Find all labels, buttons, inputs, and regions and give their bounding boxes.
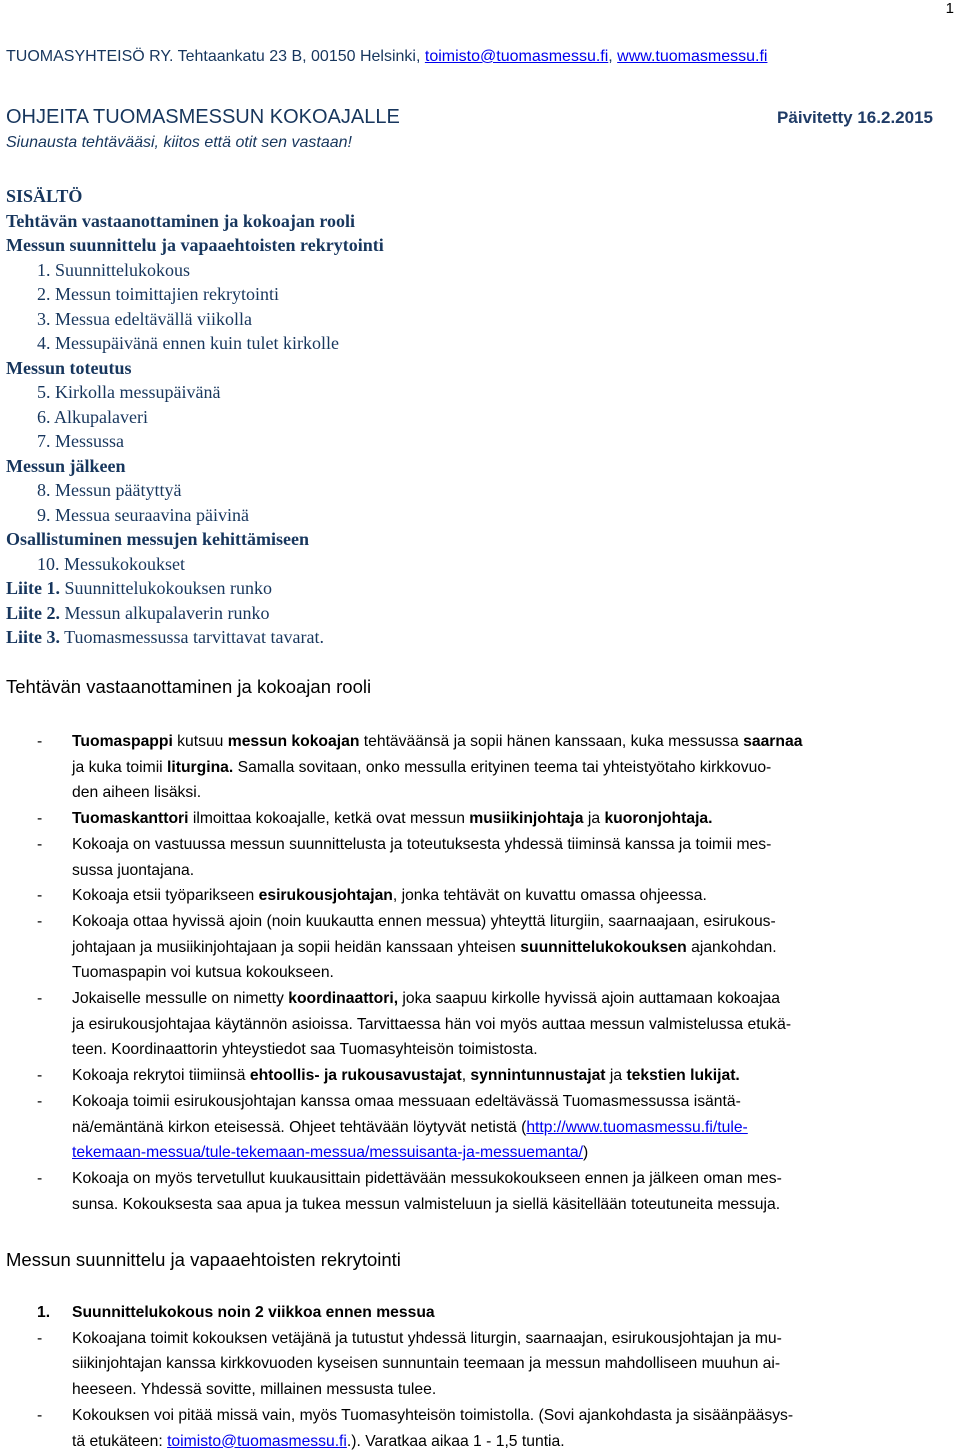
term: koordinaattori, <box>288 990 399 1008</box>
bullet-dash: - <box>37 887 43 905</box>
instructions-link[interactable]: tekemaan-messua/tule-tekemaan-messua/messuisanta-ja-messuemanta/ <box>72 1144 583 1162</box>
text: siikinjohtajan kanssa kirkkovuoden kyseisen sunnuntain teemaan ja messun mahdolliseen muuhun ai- <box>72 1355 781 1373</box>
email-link[interactable]: toimisto@tuomasmessu.fi <box>167 1432 347 1450</box>
text: Kokoaja etsii työparikseen <box>72 887 259 905</box>
text: Kokoaja toimii esirukousjohtajan kanssa omaa messuaan edeltävässä Tuomasmessussa isäntä- <box>72 1092 741 1110</box>
letterhead <box>6 48 767 66</box>
section-2-list <box>0 1300 960 1454</box>
text: Tuomaspapin voi kutsua kokoukseen. <box>72 964 334 982</box>
text: ja <box>605 1067 627 1085</box>
term: esirukousjohtajan <box>258 887 393 905</box>
term: synnintunnustajat <box>470 1067 606 1085</box>
text: Kokouksen voi pitää missä vain, myös Tuomasyhteisön toimistolla. (Sovi ajankohdasta ja sisäänpääsys- <box>72 1406 794 1424</box>
list-item <box>0 883 960 909</box>
bullet-dash: - <box>37 1092 43 1110</box>
appendix-title: Tuomasmessussa tarvittavat tavarat. <box>60 627 324 647</box>
term: tekstien lukijat. <box>626 1067 740 1085</box>
term: Tuomaskanttori <box>72 810 189 828</box>
text: , jonka tehtävät on kuvattu omassa ohjeessa. <box>392 887 707 905</box>
subtitle: Siunausta tehtävääsi, kiitos että otit sen vastaan! <box>6 134 352 151</box>
list-item <box>0 729 960 806</box>
appendix-title: Messun alkupalaverin runko <box>60 602 270 623</box>
toc-item[interactable]: 3. Messua edeltävällä viikolla <box>37 308 252 329</box>
bullet-dash: - <box>37 912 43 930</box>
bullet-dash: - <box>37 810 43 828</box>
text: tä etukäteen: <box>72 1432 168 1450</box>
text: ja esirukousjohtajaa käytännön asioissa. Tarvittaessa hän voi myös auttaa messun valmistelussa etukä- <box>72 1015 792 1033</box>
appendix-label: Liite 1. <box>6 578 60 598</box>
text: , <box>461 1067 471 1085</box>
toc-section[interactable]: Messun suunnittelu ja vapaaehtoisten rekrytointi <box>6 235 384 255</box>
updated-date: Päivitetty 16.2.2015 <box>777 108 933 127</box>
section-1-list <box>0 729 960 1217</box>
toc-item[interactable]: 8. Messun päätyttyä <box>37 480 182 500</box>
text: heeseen. Yhdessä sovitte, millainen messusta tulee. <box>72 1381 437 1399</box>
text: teen. Koordinaattorin yhteystiedot saa Tuomasyhteisön toimistosta. <box>72 1041 538 1059</box>
term: Tuomaspappi <box>72 733 173 750</box>
text: johtajaan ja musiikinjohtajaan ja sopii heidän kanssaan yhteisen <box>72 938 521 956</box>
text: Samalla sovitaan, onko messulla erityinen teema tai yhteistyötaho kirkkovuo- <box>233 758 772 776</box>
term: saarnaa <box>743 733 803 750</box>
email-link[interactable]: toimisto@tuomasmessu.fi <box>424 48 609 65</box>
toc-item[interactable]: 1. Suunnittelukokous <box>37 259 191 280</box>
item-title: Suunnittelukokous noin 2 viikkoa ennen messua <box>72 1304 435 1321</box>
toc-appendix[interactable] <box>6 625 384 650</box>
text: tehtäväänsä ja sopii hänen kanssaan, kuka messussa <box>359 733 744 750</box>
list-item <box>0 1063 960 1089</box>
toc-item[interactable]: 2. Messun toimittajien rekrytointi <box>37 284 279 304</box>
list-item <box>0 1166 960 1217</box>
text: Jokaiselle messulle on nimetty <box>72 990 289 1008</box>
list-item <box>0 909 960 986</box>
toc-section[interactable]: Messun jälkeen <box>6 455 126 476</box>
term: liturgina. <box>167 758 234 776</box>
bullet-dash: - <box>37 835 43 853</box>
toc-item[interactable]: 5. Kirkolla messupäivänä <box>37 382 221 402</box>
website-link[interactable]: www.tuomasmessu.fi <box>617 48 768 65</box>
text: joka saapuu kirkolle hyvissä ajoin auttamaan kokoajaa <box>398 990 781 1008</box>
item-number: 1. <box>37 1304 51 1321</box>
text: Kokoaja ottaa hyvissä ajoin (noin kuukautta ennen messua) yhteyttä liturgiin, saarnaajaan, esirukous- <box>72 912 776 930</box>
term: kuoronjohtaja. <box>604 810 713 828</box>
toc-appendix[interactable] <box>6 601 384 626</box>
document-title: OHJEITA TUOMASMESSUN KOKOAJALLE <box>6 106 400 128</box>
bullet-dash: - <box>37 1406 43 1424</box>
term: suunnittelukokouksen <box>520 938 687 956</box>
term: ehtoollis- ja rukousavustajat <box>249 1067 462 1085</box>
text: ja <box>583 810 605 828</box>
bullet-dash: - <box>37 1067 43 1085</box>
list-item <box>0 986 960 1063</box>
text: ) <box>582 1144 589 1162</box>
org-address: TUOMASYHTEISÖ RY. Tehtaankatu 23 B, 00150 Helsinki, <box>6 48 425 65</box>
toc-item[interactable]: 10. Messukokoukset <box>37 553 185 574</box>
toc-section[interactable]: Tehtävän vastaanottaminen ja kokoajan rooli <box>6 210 356 231</box>
term: musiikinjohtaja <box>469 810 584 828</box>
list-item <box>0 806 960 832</box>
toc-item[interactable]: 7. Messussa <box>37 431 125 451</box>
toc-item[interactable]: 4. Messupäivänä ennen kuin tulet kirkolle <box>37 333 339 353</box>
bullet-dash: - <box>37 1169 43 1187</box>
term: messun kokoajan <box>227 733 360 750</box>
list-item <box>0 832 960 883</box>
appendix-label: Liite 2. <box>6 602 60 623</box>
separator: , <box>608 48 618 65</box>
text: sunsa. Kokouksesta saa apua ja tukea messun valmisteluun ja siellä käsitellään toteutuneita messuja. <box>72 1195 781 1213</box>
text: sussa juontajana. <box>72 861 195 879</box>
page-number: 1 <box>945 0 954 17</box>
toc-section[interactable]: Osallistuminen messujen kehittämiseen <box>6 529 310 549</box>
bullet-dash: - <box>37 733 43 750</box>
toc-section[interactable]: Messun toteutus <box>6 357 132 378</box>
text: .). Varatkaa aikaa 1 - 1,5 tuntia. <box>346 1432 565 1450</box>
bullet-dash: - <box>37 1329 43 1347</box>
toc-heading: SISÄLTÖ <box>6 186 83 206</box>
text: ilmoittaa kokoajalle, ketkä ovat messun <box>188 810 470 828</box>
table-of-contents <box>6 184 384 650</box>
list-item <box>0 1403 960 1454</box>
text: nä/emäntänä kirkon eteisessä. Ohjeet tehtävään löytyvät netistä ( <box>72 1118 527 1136</box>
text: den aiheen lisäksi. <box>72 784 202 802</box>
text: ajankohdan. <box>686 938 777 956</box>
appendix-label: Liite 3. <box>6 627 60 647</box>
appendix-title: Suunnittelukokouksen runko <box>60 578 272 598</box>
toc-appendix[interactable] <box>6 576 384 601</box>
text: ja kuka toimii <box>72 758 168 776</box>
bullet-dash: - <box>37 990 43 1008</box>
toc-item[interactable]: 9. Messua seuraavina päivinä <box>37 504 249 525</box>
instructions-link[interactable]: http://www.tuomasmessu.fi/tule- <box>526 1118 748 1136</box>
numbered-item <box>0 1300 960 1326</box>
text: kutsuu <box>172 733 228 750</box>
text: Kokoaja rekrytoi tiimiinsä <box>72 1067 250 1085</box>
toc-item[interactable]: 6. Alkupalaveri <box>37 406 148 427</box>
list-item <box>0 1089 960 1166</box>
text: Kokoajana toimit kokouksen vetäjänä ja tutustut yhdessä liturgin, saarnaajan, esirukousjohtajan ja mu- <box>72 1329 782 1347</box>
list-item <box>0 1326 960 1403</box>
section-heading: Tehtävän vastaanottaminen ja kokoajan rooli <box>6 676 372 697</box>
text: Kokoaja on vastuussa messun suunnittelusta ja toteutuksesta yhdessä tiiminsä kanssa ja toimii mes- <box>72 835 772 853</box>
text: Kokoaja on myös tervetullut kuukausittain pidettävään messukokoukseen ennen ja jälkeen oman mes- <box>72 1169 782 1187</box>
section-heading: Messun suunnittelu ja vapaaehtoisten rekrytointi <box>6 1249 401 1270</box>
